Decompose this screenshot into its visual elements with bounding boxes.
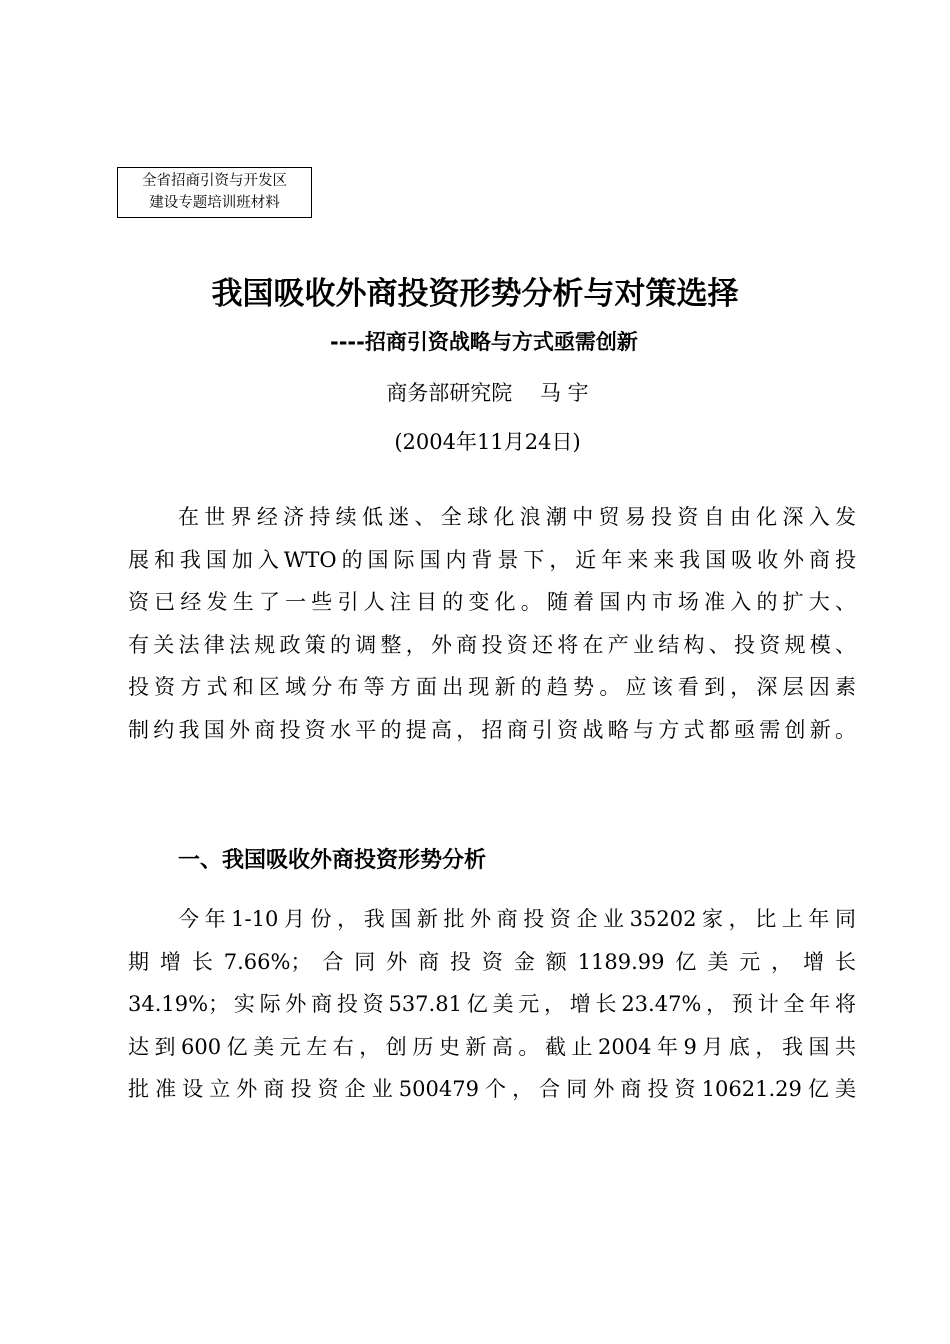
label-box-line-1: 全省招商引资与开发区	[142, 173, 287, 189]
intro-paragraph	[128, 496, 856, 751]
training-material-label-box	[117, 167, 312, 218]
paragraph-line: 资已经发生了一些引人注目的变化。随着国内市场准入的扩大、	[128, 590, 856, 614]
paragraph-line: 今年1-10月份，我国新批外商投资企业35202家，比上年同	[178, 907, 856, 931]
document-subtitle: ----招商引资战略与方式亟需创新	[330, 330, 638, 354]
paragraph-line: 有关法律法规政策的调整，外商投资还将在产业结构、投资规模、	[128, 632, 856, 657]
paragraph-line: 34.19%；实际外商投资537.81亿美元，增长23.47%，预计全年将	[128, 992, 856, 1016]
paragraph-line: 批准设立外商投资企业500479个，合同外商投资10621.29亿美	[128, 1077, 856, 1101]
paragraph-line: 展和我国加入WTO的国际国内背景下，近年来来我国吸收外商投	[128, 547, 856, 572]
paragraph-line: 达到600亿美元左右，创历史新高。截止2004年9月底，我国共	[128, 1034, 856, 1059]
section-1-paragraph	[128, 898, 856, 1111]
label-box-line-2: 建设专题培训班材料	[149, 195, 280, 211]
document-title: 我国吸收外商投资形势分析与对策选择	[211, 276, 739, 312]
section-1-heading: 一、我国吸收外商投资形势分析	[178, 848, 487, 873]
paragraph-line: 投资方式和区域分布等方面出现新的趋势。应该看到，深层因素	[128, 675, 856, 699]
paragraph-line: 期增长7.66%；合同外商投资金额1189.99亿美元，增长	[128, 949, 856, 974]
paragraph-line: 在世界经济持续低迷、全球化浪潮中贸易投资自由化深入发	[178, 505, 856, 529]
date-line: (2004年11月24日)	[394, 430, 581, 454]
paragraph-line: 制约我国外商投资水平的提高，招商引资战略与方式都亟需创新。	[128, 717, 856, 742]
author-line: 商务部研究院 马 宇	[386, 381, 589, 405]
